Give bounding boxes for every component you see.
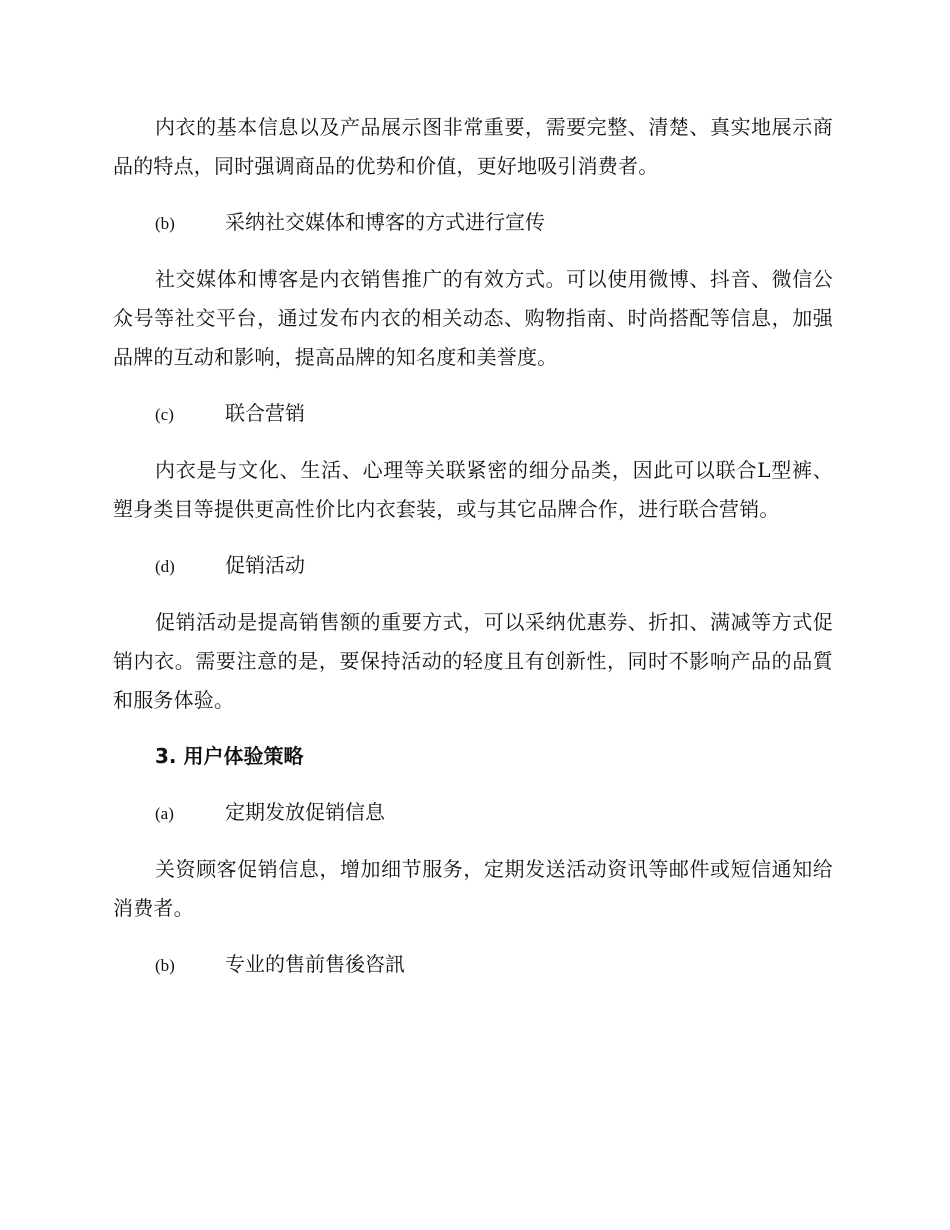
list-marker: (b) (155, 214, 175, 233)
list-item-promotions (113, 546, 833, 586)
list-item-title: 采纳社交媒体和博客的方式进行宣传 (225, 210, 545, 234)
paragraph-promotions: 促销活动是提高销售额的重要方式，可以采纳优惠券、折扣、满减等方式促销内衣。需要注意的是，要保持活动的轻度且有创新性，同时不影响产品的品質和服务体验。 (113, 610, 833, 712)
list-item-consulting (113, 945, 833, 985)
paragraph-product-info: 内衣的基本信息以及产品展示图非常重要，需要完整、清楚、真实地展示商品的特点，同时强调商品的优势和价值，更好地吸引消费者。 (113, 115, 833, 178)
paragraph-social-media: 社交媒体和博客是内衣销售推广的有效方式。可以使用微博、抖音、微信公众号等社交平台，通过发布内衣的相关动态、购物指南、时尚搭配等信息，加强品牌的互动和影响，提高品牌的知名度和美誉度。 (113, 267, 833, 369)
list-item-title: 专业的售前售後咨訊 (225, 952, 405, 976)
list-marker: (c) (155, 405, 174, 424)
list-item-joint-marketing (113, 394, 833, 434)
list-item-title: 联合营销 (225, 401, 305, 425)
paragraph-promo-info: 关资顾客促销信息，增加细节服务，定期发送活动资讯等邮件或短信通知给消费者。 (113, 857, 833, 920)
list-item-promo-info (113, 793, 833, 833)
list-marker: (b) (155, 956, 175, 975)
list-item-title: 定期发放促销信息 (225, 800, 385, 824)
list-item-social-media (113, 203, 833, 243)
list-item-title: 促销活动 (225, 553, 305, 577)
section-heading-user-experience: 3. 用户体验策略 (155, 744, 304, 768)
paragraph-joint-marketing: 内衣是与文化、生活、心理等关联紧密的细分品类，因此可以联合L型裤、塑身类目等提供更高性价比内衣套装，或与其它品牌合作，进行联合营销。 (113, 458, 833, 521)
list-marker: (a) (155, 804, 174, 823)
document-body (113, 108, 833, 1002)
list-marker: (d) (155, 557, 175, 576)
